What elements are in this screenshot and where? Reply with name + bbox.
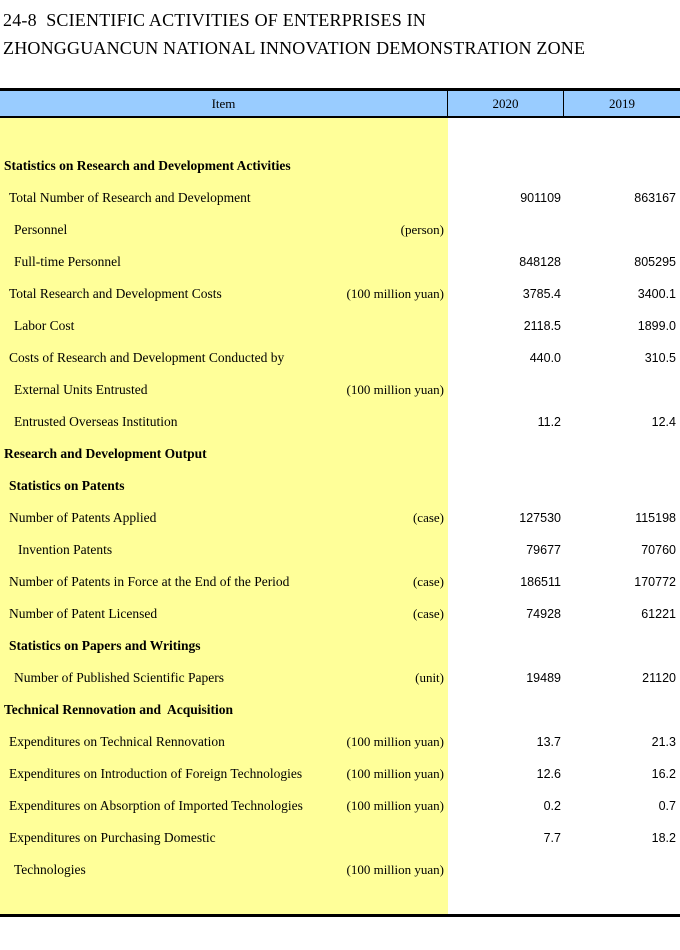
row-value-2020 [448,150,564,182]
row-value-2020: 12.6 [536,767,561,781]
row-item-cell [0,534,448,566]
row-unit: (100 million yuan) [346,766,444,781]
table-row [0,822,680,854]
row-item-cell [0,694,448,726]
row-value-2020 [448,694,564,726]
row-label: Total Research and Development Costs [9,286,222,301]
table-row [0,246,680,278]
table-row [0,502,680,534]
row-item-cell [0,374,448,406]
row-label: Expenditures on Absorption of Imported Technologies [9,798,303,813]
row-value-2019: 310.5 [644,351,676,365]
row-label: Statistics on Research and Development Activities [4,158,291,173]
row-value-2019: 18.2 [651,831,676,845]
row-item-cell [0,630,448,662]
table-row [0,150,680,182]
table-row [0,758,680,790]
row-label: Labor Cost [14,318,75,333]
table-row [0,310,680,342]
row-label: Entrusted Overseas Institution [14,414,178,429]
row-item-cell [0,214,448,246]
row-label: Research and Development Output [4,446,207,461]
table-row [0,534,680,566]
page-title-line1: 24-8 SCIENTIFIC ACTIVITIES OF ENTERPRISES IN [3,10,427,30]
row-value-2020 [448,438,564,470]
row-label: Technologies [14,862,86,877]
row-value-2019: 61221 [641,607,676,621]
row-unit: (case) [412,606,444,621]
column-header-2019: 2019 [609,95,635,111]
row-value-2019: 3400.1 [637,287,676,301]
row-unit: (100 million yuan) [346,382,444,397]
row-label: Full-time Personnel [14,254,121,269]
row-value-2019 [564,694,680,726]
row-item-cell [0,278,448,310]
row-item-cell [0,662,448,694]
table-row [0,566,680,598]
row-item-cell [0,342,448,374]
table-row [0,854,680,886]
row-value-2020 [448,470,564,502]
row-label: Invention Patents [18,542,113,557]
row-label: Number of Patents Applied [9,510,157,525]
row-item-cell [0,566,448,598]
row-item-cell [0,246,448,278]
row-value-2020: 127530 [519,511,561,525]
row-value-2019 [564,470,680,502]
row-unit: (case) [412,510,444,525]
row-value-2019: 1899.0 [637,319,676,333]
table-row [0,694,680,726]
table-row [0,182,680,214]
row-value-2020: 19489 [526,671,561,685]
table-row [0,790,680,822]
row-value-2019 [564,214,680,246]
row-label: Expenditures on Technical Rennovation [9,734,225,749]
row-label: Total Number of Research and Development [9,190,251,205]
table-row [0,726,680,758]
row-item-cell [0,438,448,470]
row-value-2019 [564,374,680,406]
row-label: Number of Patents in Force at the End of the Period [9,574,290,589]
row-value-2019: 170772 [634,575,676,589]
table-row [0,662,680,694]
row-value-2020: 2118.5 [523,319,561,333]
row-item-cell [0,790,448,822]
row-unit: (100 million yuan) [346,862,444,877]
row-item-cell [0,406,448,438]
table-row [0,598,680,630]
row-label: Costs of Research and Development Conducted by [9,350,285,365]
row-item-cell [0,726,448,758]
row-value-2020: 11.2 [537,415,561,429]
row-value-2019: 70760 [641,543,676,557]
row-value-2020: 7.7 [543,831,561,845]
table-header-row [0,91,680,118]
row-item-cell [0,598,448,630]
table-row [0,406,680,438]
table-row [0,630,680,662]
page-title [3,6,585,62]
row-label: Number of Published Scientific Papers [14,670,224,685]
table-row [0,470,680,502]
row-value-2019: 21.3 [651,735,676,749]
row-label: Expenditures on Purchasing Domestic [9,830,216,845]
row-value-2019: 16.2 [651,767,676,781]
row-label: Personnel [14,222,68,237]
row-label: External Units Entrusted [14,382,148,397]
row-value-2020: 3785.4 [522,287,561,301]
row-value-2020: 79677 [526,543,561,557]
row-item-cell [0,854,448,886]
row-value-2020: 440.0 [529,351,561,365]
table-row [0,438,680,470]
row-value-2019 [564,854,680,886]
row-value-2020: 0.2 [543,799,561,813]
row-unit: (100 million yuan) [346,734,444,749]
row-label: Expenditures on Introduction of Foreign Technologies [9,766,303,781]
row-item-cell [0,758,448,790]
table-body [0,118,680,914]
statistics-table [0,88,680,917]
row-unit: (100 million yuan) [346,798,444,813]
row-item-cell [0,150,448,182]
row-value-2019: 863167 [634,191,676,205]
row-unit: (100 million yuan) [346,286,444,301]
row-item-cell [0,470,448,502]
row-value-2019: 12.4 [651,415,676,429]
table-row [0,342,680,374]
row-item-cell [0,822,448,854]
row-value-2019: 805295 [634,255,676,269]
row-unit: (person) [400,222,444,237]
row-value-2019: 115198 [635,511,676,525]
row-value-2020 [448,374,564,406]
column-header-2020: 2020 [448,91,564,116]
row-value-2020: 901109 [520,191,561,205]
page-title-line2: ZHONGGUANCUN NATIONAL INNOVATION DEMONSTRATION ZONE [3,38,586,58]
row-value-2020 [448,854,564,886]
column-header-item: Item [0,91,448,116]
row-value-2019 [564,150,680,182]
row-label: Statistics on Papers and Writings [9,638,201,653]
table-row [0,214,680,246]
table-row [0,278,680,310]
row-value-2019: 21120 [642,671,676,685]
row-value-2020 [448,630,564,662]
row-item-cell [0,182,448,214]
row-value-2019 [564,438,680,470]
row-label: Technical Rennovation and Acquisition [4,702,234,717]
row-item-cell [0,502,448,534]
row-label: Number of Patent Licensed [9,606,158,621]
row-value-2020: 848128 [519,255,561,269]
row-value-2020 [448,214,564,246]
row-unit: (case) [412,574,444,589]
row-value-2020: 186511 [520,575,561,589]
table-row [0,374,680,406]
row-label: Statistics on Patents [9,478,125,493]
row-value-2019: 0.7 [658,799,676,813]
row-value-2020: 74928 [526,607,561,621]
row-value-2020: 13.7 [536,735,561,749]
row-item-cell [0,310,448,342]
row-unit: (unit) [415,670,444,685]
row-value-2019 [564,630,680,662]
